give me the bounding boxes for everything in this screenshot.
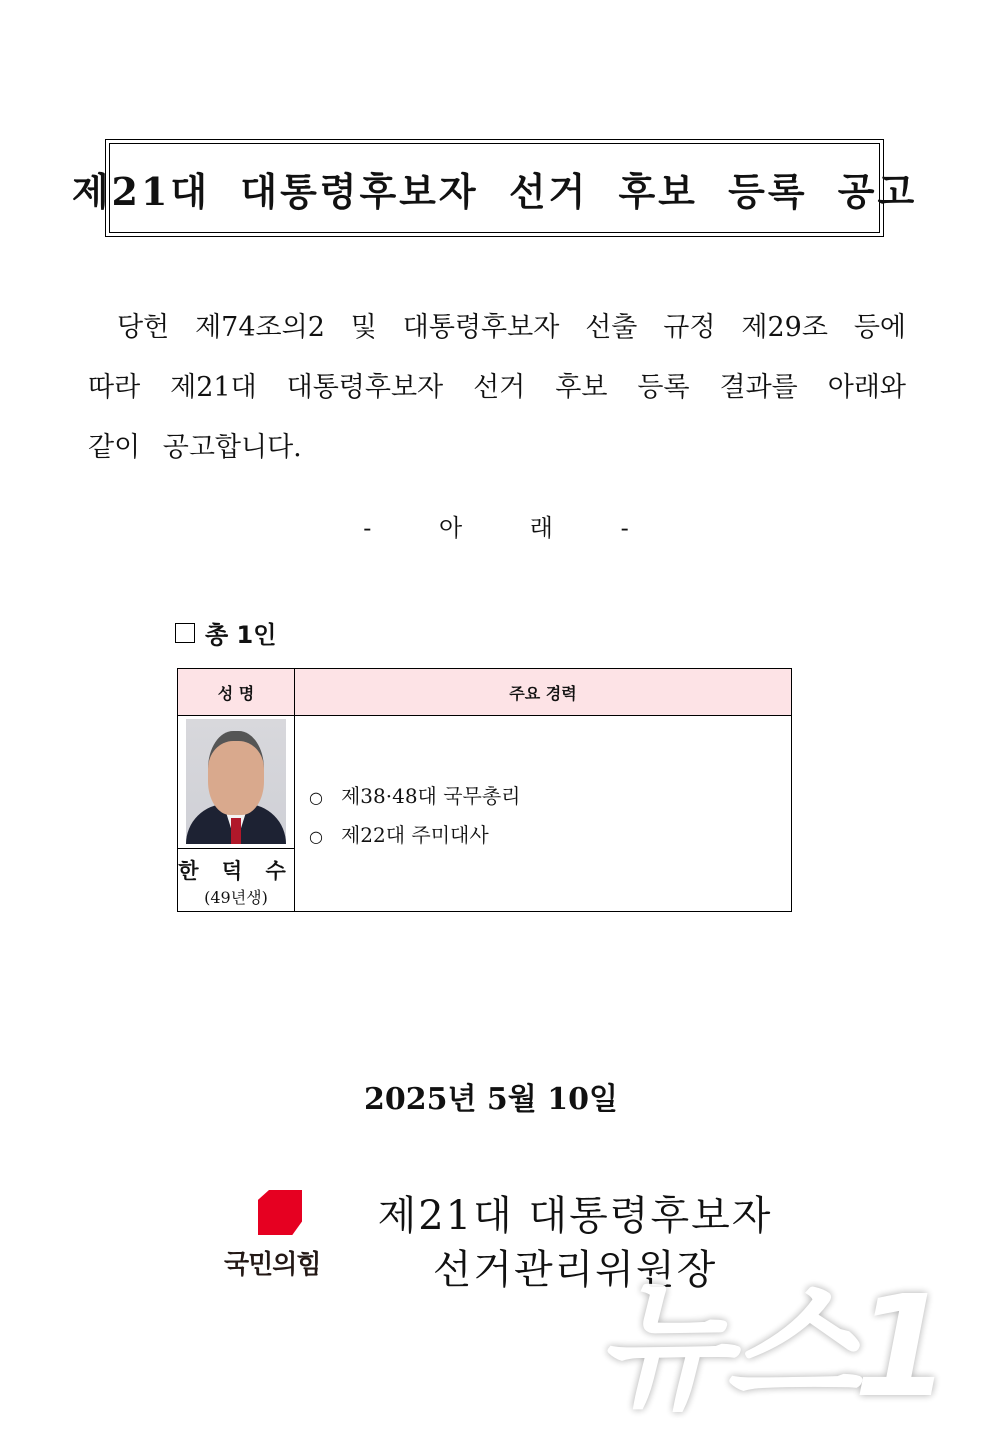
body-line-3: 같이 공고합니다. — [88, 432, 302, 463]
header-career: 주요 경력 — [295, 669, 792, 716]
candidate-photo — [186, 719, 286, 844]
candidate-birth: (49년생) — [204, 888, 268, 907]
signature-line-1: 제21대 대통령후보자 — [377, 1193, 773, 1239]
career-item: ○ 제22대 주미대사 — [309, 822, 489, 847]
signature-line-2: 선거관리위원장 — [432, 1247, 718, 1293]
candidate-table — [177, 668, 792, 912]
career-item: ○ 제38·48대 국무총리 — [309, 783, 521, 808]
total-label: 총 1인 — [205, 621, 277, 649]
header-name: 성 명 — [178, 669, 295, 716]
party-logo-text: 국민의힘 — [224, 1250, 321, 1280]
news1-watermark: 뉴스1 — [595, 1266, 945, 1429]
body-line-2: 따라 제21대 대통령후보자 선거 후보 등록 결과를 아래와 — [88, 372, 906, 403]
candidate-name: 한 덕 수 — [178, 858, 294, 883]
table-header-row — [178, 669, 792, 716]
circle-bullet-icon: ○ — [309, 826, 323, 846]
circle-bullet-icon: ○ — [309, 787, 323, 807]
announcement-date: 2025년 5월 10일 — [364, 1082, 618, 1117]
table-row — [178, 716, 792, 912]
separator: - 아 래 - — [363, 514, 629, 542]
body-line-1: 당헌 제74조의2 및 대통령후보자 선출 규정 제29조 등에 — [117, 312, 906, 343]
name-cell — [178, 848, 294, 911]
total-count — [175, 615, 276, 650]
checkbox-square-icon — [175, 623, 195, 643]
candidate-cell — [178, 716, 295, 912]
career-cell — [295, 716, 792, 912]
party-logo-icon — [258, 1190, 302, 1235]
document-title: 제21대 대통령후보자 선거 후보 등록 공고 — [71, 168, 918, 214]
title-box — [71, 139, 918, 237]
